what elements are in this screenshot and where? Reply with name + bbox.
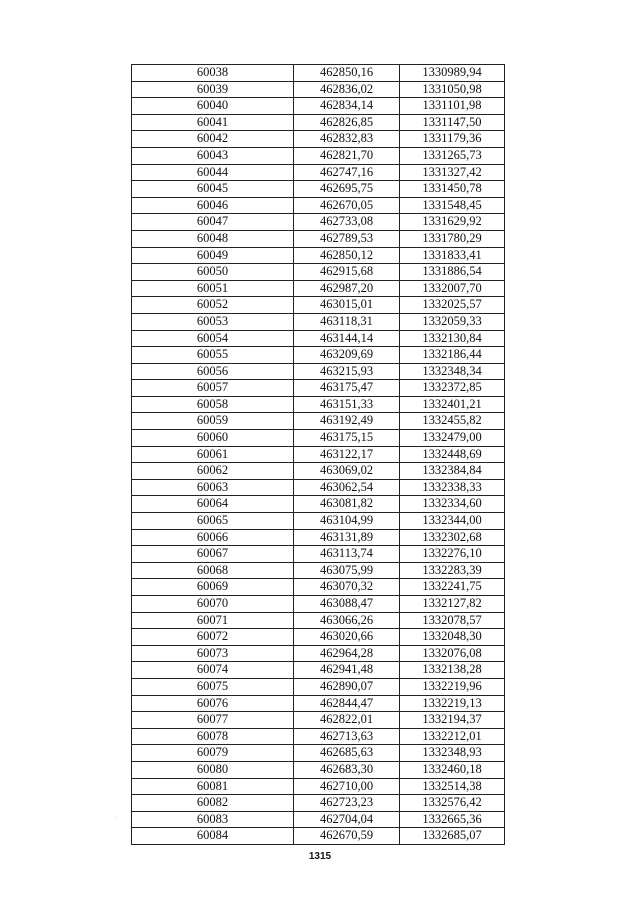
margin-mark: .: [116, 814, 118, 820]
table-row: [132, 513, 505, 530]
y-coordinate-cell: 1332460,18: [400, 761, 505, 778]
y-coordinate-cell: 1331450,78: [400, 181, 505, 198]
point-id-cell: 60076: [132, 695, 294, 712]
y-coordinate-cell: 1332212,01: [400, 728, 505, 745]
point-id-cell: 60080: [132, 761, 294, 778]
y-coordinate-cell: 1332007,70: [400, 280, 505, 297]
x-coordinate-cell: 463192,49: [294, 413, 400, 430]
y-coordinate-cell: 1332455,82: [400, 413, 505, 430]
x-coordinate-cell: 463069,02: [294, 463, 400, 480]
y-coordinate-cell: 1332384,84: [400, 463, 505, 480]
table-row: [132, 596, 505, 613]
x-coordinate-cell: 463151,33: [294, 396, 400, 413]
y-coordinate-cell: 1332302,68: [400, 529, 505, 546]
x-coordinate-cell: 462695,75: [294, 181, 400, 198]
point-id-cell: 60047: [132, 214, 294, 231]
x-coordinate-cell: 463066,26: [294, 612, 400, 629]
coordinates-table: [131, 64, 505, 845]
point-id-cell: 60067: [132, 546, 294, 563]
point-id-cell: 60044: [132, 164, 294, 181]
table-row: [132, 330, 505, 347]
table-row: [132, 181, 505, 198]
table-row: [132, 795, 505, 812]
table-row: [132, 430, 505, 447]
table-row: [132, 363, 505, 380]
x-coordinate-cell: 462704,04: [294, 811, 400, 828]
table-row: [132, 728, 505, 745]
x-coordinate-cell: 463144,14: [294, 330, 400, 347]
point-id-cell: 60043: [132, 147, 294, 164]
point-id-cell: 60056: [132, 363, 294, 380]
y-coordinate-cell: 1331101,98: [400, 98, 505, 115]
x-coordinate-cell: 463020,66: [294, 629, 400, 646]
table-row: [132, 479, 505, 496]
table-row: [132, 313, 505, 330]
x-coordinate-cell: 462836,02: [294, 81, 400, 98]
point-id-cell: 60059: [132, 413, 294, 430]
y-coordinate-cell: 1332348,34: [400, 363, 505, 380]
table-row: [132, 645, 505, 662]
x-coordinate-cell: 462890,07: [294, 678, 400, 695]
table-row: [132, 214, 505, 231]
point-id-cell: 60055: [132, 347, 294, 364]
table-row: [132, 745, 505, 762]
y-coordinate-cell: 1332514,38: [400, 778, 505, 795]
point-id-cell: 60073: [132, 645, 294, 662]
table-row: [132, 446, 505, 463]
table-row: [132, 197, 505, 214]
point-id-cell: 60048: [132, 230, 294, 247]
point-id-cell: 60074: [132, 662, 294, 679]
table-row: [132, 247, 505, 264]
table-row: [132, 98, 505, 115]
y-coordinate-cell: 1332348,93: [400, 745, 505, 762]
point-id-cell: 60066: [132, 529, 294, 546]
y-coordinate-cell: 1332138,28: [400, 662, 505, 679]
x-coordinate-cell: 462832,83: [294, 131, 400, 148]
point-id-cell: 60050: [132, 264, 294, 281]
point-id-cell: 60071: [132, 612, 294, 629]
y-coordinate-cell: 1332186,44: [400, 347, 505, 364]
x-coordinate-cell: 462826,85: [294, 114, 400, 131]
point-id-cell: 60077: [132, 712, 294, 729]
x-coordinate-cell: 463015,01: [294, 297, 400, 314]
table-row: [132, 65, 505, 82]
point-id-cell: 60045: [132, 181, 294, 198]
y-coordinate-cell: 1331780,29: [400, 230, 505, 247]
y-coordinate-cell: 1332479,00: [400, 430, 505, 447]
point-id-cell: 60040: [132, 98, 294, 115]
x-coordinate-cell: 463131,89: [294, 529, 400, 546]
y-coordinate-cell: 1331147,50: [400, 114, 505, 131]
point-id-cell: 60084: [132, 828, 294, 845]
table-row: [132, 546, 505, 563]
point-id-cell: 60053: [132, 313, 294, 330]
x-coordinate-cell: 463070,32: [294, 579, 400, 596]
table-row: [132, 380, 505, 397]
table-row: [132, 297, 505, 314]
table-row: [132, 529, 505, 546]
x-coordinate-cell: 463088,47: [294, 596, 400, 613]
y-coordinate-cell: 1332372,85: [400, 380, 505, 397]
point-id-cell: 60061: [132, 446, 294, 463]
point-id-cell: 60070: [132, 596, 294, 613]
y-coordinate-cell: 1331548,45: [400, 197, 505, 214]
point-id-cell: 60051: [132, 280, 294, 297]
x-coordinate-cell: 462941,48: [294, 662, 400, 679]
x-coordinate-cell: 462733,08: [294, 214, 400, 231]
point-id-cell: 60057: [132, 380, 294, 397]
x-coordinate-cell: 463118,31: [294, 313, 400, 330]
point-id-cell: 60075: [132, 678, 294, 695]
point-id-cell: 60079: [132, 745, 294, 762]
x-coordinate-cell: 462789,53: [294, 230, 400, 247]
point-id-cell: 60038: [132, 65, 294, 82]
y-coordinate-cell: 1331050,98: [400, 81, 505, 98]
table-row: [132, 761, 505, 778]
x-coordinate-cell: 462747,16: [294, 164, 400, 181]
y-coordinate-cell: 1332219,13: [400, 695, 505, 712]
table-row: [132, 662, 505, 679]
y-coordinate-cell: 1331327,42: [400, 164, 505, 181]
point-id-cell: 60064: [132, 496, 294, 513]
table-row: [132, 811, 505, 828]
y-coordinate-cell: 1332130,84: [400, 330, 505, 347]
table-row: [132, 164, 505, 181]
y-coordinate-cell: 1332078,57: [400, 612, 505, 629]
point-id-cell: 60052: [132, 297, 294, 314]
table-row: [132, 678, 505, 695]
point-id-cell: 60054: [132, 330, 294, 347]
y-coordinate-cell: 1332338,33: [400, 479, 505, 496]
x-coordinate-cell: 462987,20: [294, 280, 400, 297]
point-id-cell: 60069: [132, 579, 294, 596]
table-row: [132, 629, 505, 646]
y-coordinate-cell: 1331629,92: [400, 214, 505, 231]
point-id-cell: 60068: [132, 562, 294, 579]
y-coordinate-cell: 1332241,75: [400, 579, 505, 596]
x-coordinate-cell: 463062,54: [294, 479, 400, 496]
y-coordinate-cell: 1331265,73: [400, 147, 505, 164]
point-id-cell: 60083: [132, 811, 294, 828]
page-number: 1315: [308, 851, 332, 862]
x-coordinate-cell: 462822,01: [294, 712, 400, 729]
point-id-cell: 60049: [132, 247, 294, 264]
x-coordinate-cell: 462723,23: [294, 795, 400, 812]
y-coordinate-cell: 1332576,42: [400, 795, 505, 812]
table-row: [132, 264, 505, 281]
y-coordinate-cell: 1332048,30: [400, 629, 505, 646]
x-coordinate-cell: 463215,93: [294, 363, 400, 380]
table-row: [132, 496, 505, 513]
x-coordinate-cell: 462850,12: [294, 247, 400, 264]
x-coordinate-cell: 462915,68: [294, 264, 400, 281]
point-id-cell: 60063: [132, 479, 294, 496]
y-coordinate-cell: 1330989,94: [400, 65, 505, 82]
x-coordinate-cell: 462683,30: [294, 761, 400, 778]
y-coordinate-cell: 1331179,36: [400, 131, 505, 148]
x-coordinate-cell: 463113,74: [294, 546, 400, 563]
x-coordinate-cell: 462850,16: [294, 65, 400, 82]
table-row: [132, 147, 505, 164]
x-coordinate-cell: 463075,99: [294, 562, 400, 579]
x-coordinate-cell: 463104,99: [294, 513, 400, 530]
table-row: [132, 114, 505, 131]
table-row: [132, 396, 505, 413]
table-row: [132, 347, 505, 364]
x-coordinate-cell: 462821,70: [294, 147, 400, 164]
table-row: [132, 695, 505, 712]
x-coordinate-cell: 462710,00: [294, 778, 400, 795]
table-row: [132, 230, 505, 247]
point-id-cell: 60078: [132, 728, 294, 745]
y-coordinate-cell: 1332194,37: [400, 712, 505, 729]
x-coordinate-cell: 463175,47: [294, 380, 400, 397]
table-row: [132, 131, 505, 148]
x-coordinate-cell: 462713,63: [294, 728, 400, 745]
point-id-cell: 60046: [132, 197, 294, 214]
y-coordinate-cell: 1332076,08: [400, 645, 505, 662]
point-id-cell: 60065: [132, 513, 294, 530]
coordinates-table-body: [132, 65, 505, 845]
y-coordinate-cell: 1331833,41: [400, 247, 505, 264]
point-id-cell: 60039: [132, 81, 294, 98]
point-id-cell: 60060: [132, 430, 294, 447]
point-id-cell: 60042: [132, 131, 294, 148]
y-coordinate-cell: 1332276,10: [400, 546, 505, 563]
x-coordinate-cell: 463081,82: [294, 496, 400, 513]
table-row: [132, 828, 505, 845]
y-coordinate-cell: 1332025,57: [400, 297, 505, 314]
table-row: [132, 562, 505, 579]
point-id-cell: 60041: [132, 114, 294, 131]
x-coordinate-cell: 462670,59: [294, 828, 400, 845]
y-coordinate-cell: 1332401,21: [400, 396, 505, 413]
x-coordinate-cell: 462964,28: [294, 645, 400, 662]
y-coordinate-cell: 1332685,07: [400, 828, 505, 845]
table-row: [132, 81, 505, 98]
y-coordinate-cell: 1332219,96: [400, 678, 505, 695]
point-id-cell: 60062: [132, 463, 294, 480]
point-id-cell: 60081: [132, 778, 294, 795]
table-row: [132, 463, 505, 480]
x-coordinate-cell: 463122,17: [294, 446, 400, 463]
table-row: [132, 280, 505, 297]
point-id-cell: 60072: [132, 629, 294, 646]
point-id-cell: 60058: [132, 396, 294, 413]
y-coordinate-cell: 1332665,36: [400, 811, 505, 828]
x-coordinate-cell: 462844,47: [294, 695, 400, 712]
y-coordinate-cell: 1332448,69: [400, 446, 505, 463]
x-coordinate-cell: 463175,15: [294, 430, 400, 447]
y-coordinate-cell: 1332283,39: [400, 562, 505, 579]
point-id-cell: 60082: [132, 795, 294, 812]
y-coordinate-cell: 1332127,82: [400, 596, 505, 613]
table-row: [132, 413, 505, 430]
x-coordinate-cell: 462834,14: [294, 98, 400, 115]
table-row: [132, 712, 505, 729]
y-coordinate-cell: 1332344,00: [400, 513, 505, 530]
x-coordinate-cell: 463209,69: [294, 347, 400, 364]
x-coordinate-cell: 462670,05: [294, 197, 400, 214]
table-row: [132, 778, 505, 795]
y-coordinate-cell: 1331886,54: [400, 264, 505, 281]
x-coordinate-cell: 462685,63: [294, 745, 400, 762]
table-row: [132, 579, 505, 596]
y-coordinate-cell: 1332059,33: [400, 313, 505, 330]
y-coordinate-cell: 1332334,60: [400, 496, 505, 513]
table-row: [132, 612, 505, 629]
